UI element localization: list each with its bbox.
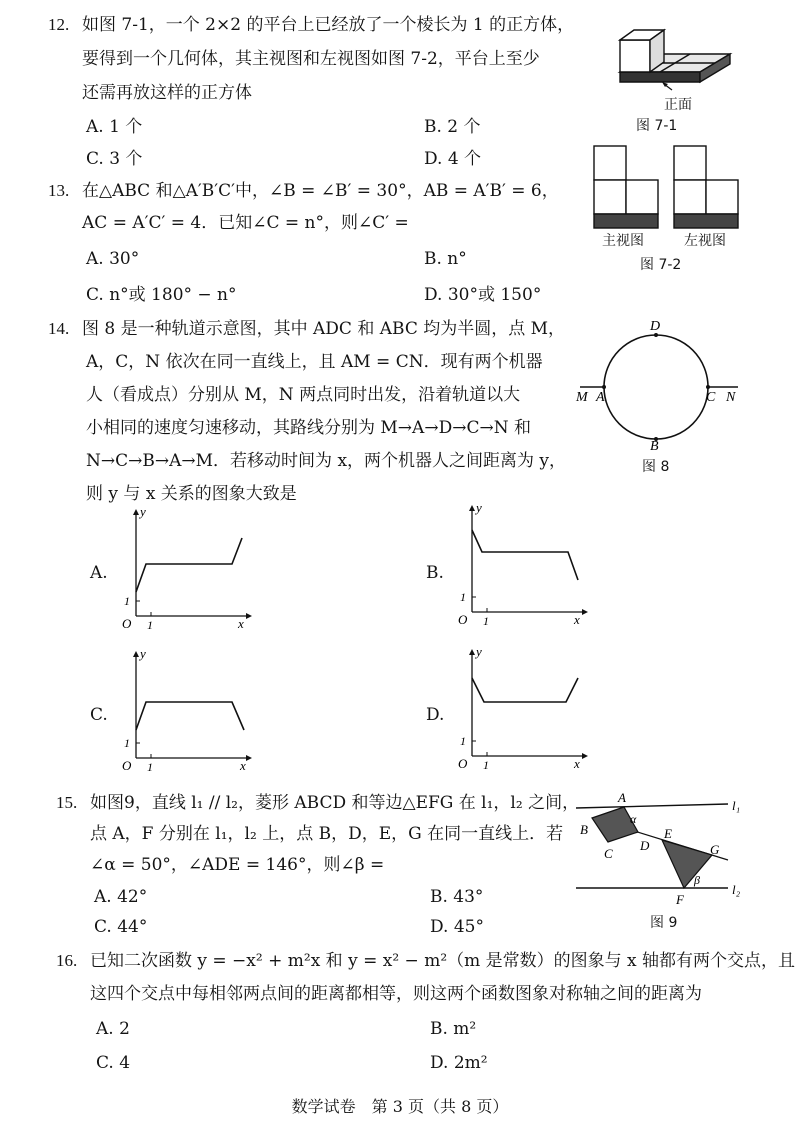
fig9-label-l1: l₁	[732, 798, 741, 813]
fig9-label-l2: l₂	[732, 882, 741, 897]
q13-option-a[interactable]: A. 30°	[86, 249, 140, 269]
fig71-front-label: 正面	[664, 97, 692, 113]
q12-option-b[interactable]: B. 2 个	[424, 117, 481, 137]
graph-b-origin: O	[458, 612, 468, 627]
q12-number: 12.	[48, 15, 70, 34]
q16-number: 16.	[56, 951, 78, 970]
fig9-label-beta: β	[694, 873, 700, 887]
graph-a-letter[interactable]: A.	[90, 563, 108, 583]
fig9-label-alpha: α	[630, 812, 637, 826]
fig8-label-m: M	[576, 390, 588, 405]
fig8-label-n: N	[726, 390, 736, 405]
q15-option-b[interactable]: B. 43°	[430, 887, 484, 907]
graph-d-origin: O	[458, 756, 468, 771]
fig8-label-c: C	[706, 390, 716, 405]
q15-option-c[interactable]: C. 44°	[94, 917, 148, 937]
q14-line-2: A，C，N 依次在同一直线上，且 AM = CN．现有两个机器	[86, 352, 543, 372]
q12-option-c[interactable]: C. 3 个	[86, 149, 143, 169]
graph-a-x-one: 1	[147, 618, 153, 632]
graph-d-y-one: 1	[460, 734, 466, 748]
q16-option-d[interactable]: D. 2m²	[430, 1053, 488, 1073]
q16-option-b[interactable]: B. m²	[430, 1019, 477, 1039]
q14-number: 14.	[48, 319, 70, 338]
fig8-label-d: D	[650, 319, 661, 334]
q13-option-d[interactable]: D. 30°或 150°	[424, 285, 542, 305]
q15-number: 15.	[56, 793, 78, 812]
q12-option-a[interactable]: A. 1 个	[86, 117, 143, 137]
fig72-caption: 图 7-2	[640, 257, 682, 273]
graph-a-y-one: 1	[124, 594, 130, 608]
q14-line-3: 人（看成点）分别从 M，N 两点同时出发，沿着轨道以大	[86, 385, 521, 405]
graph-d	[452, 644, 592, 774]
figure-7-2-main-view	[592, 144, 660, 234]
figure-9	[572, 790, 752, 920]
fig9-label-d: D	[640, 838, 650, 853]
q13-line-2: AC = A′C′ = 4．已知∠C = n°，则∠C′ =	[82, 213, 409, 233]
graph-a-x-label: x	[238, 616, 244, 631]
fig9-label-e: E	[664, 826, 672, 841]
fig72-left-view-label: 左视图	[684, 233, 726, 249]
graph-b-x-one: 1	[483, 614, 489, 628]
graph-d-x-one: 1	[483, 758, 489, 772]
q15-line-2: 点 A，F 分别在 l₁，l₂ 上，点 B，D，E，G 在同一直线上．若	[90, 824, 564, 844]
graph-c-letter[interactable]: C.	[90, 705, 108, 725]
q13-option-c[interactable]: C. n°或 180° − n°	[86, 285, 237, 305]
graph-a	[116, 504, 256, 634]
graph-c-y-one: 1	[124, 736, 130, 750]
q16-option-a[interactable]: A. 2	[96, 1019, 130, 1039]
q15-line-3: ∠α = 50°，∠ADE = 146°，则∠β =	[90, 855, 385, 875]
fig9-label-b: B	[580, 822, 588, 837]
q15-option-d[interactable]: D. 45°	[430, 917, 484, 937]
graph-b-x-label: x	[574, 612, 580, 627]
graph-c-origin: O	[122, 758, 132, 773]
graph-d-x-label: x	[574, 756, 580, 771]
graph-a-origin: O	[122, 616, 132, 631]
q12-option-d[interactable]: D. 4 个	[424, 149, 482, 169]
figure-8	[568, 318, 748, 458]
q14-line-6: 则 y 与 x 关系的图象大致是	[86, 484, 297, 504]
fig8-caption: 图 8	[642, 459, 670, 475]
q15-option-a[interactable]: A. 42°	[94, 887, 148, 907]
fig9-caption: 图 9	[650, 915, 678, 931]
graph-b-y-one: 1	[460, 590, 466, 604]
graph-c-y-label: y	[140, 646, 146, 661]
graph-c-x-label: x	[240, 758, 246, 773]
graph-a-y-label: y	[140, 504, 146, 519]
page-footer: 数学试卷 第 3 页（共 8 页）	[291, 1097, 509, 1116]
q14-line-5: N→C→B→A→M．若移动时间为 x，两个机器人之间距离为 y，	[86, 451, 567, 471]
q13-option-b[interactable]: B. n°	[424, 249, 467, 269]
q14-line-4: 小相同的速度匀速移动，其路线分别为 M→A→D→C→N 和	[86, 418, 531, 438]
fig9-label-g: G	[710, 842, 720, 857]
q12-line-1: 如图 7-1，一个 2×2 的平台上已经放了一个棱长为 1 的正方体，	[82, 15, 575, 35]
graph-d-letter[interactable]: D.	[426, 705, 445, 725]
fig72-main-view-label: 主视图	[602, 233, 644, 249]
q16-option-c[interactable]: C. 4	[96, 1053, 131, 1073]
fig8-label-a: A	[596, 390, 605, 405]
q16-line-1: 已知二次函数 y = −x² + m²x 和 y = x² − m²（m 是常数）的图象与 x 轴都有两个交点，且	[90, 951, 796, 971]
q13-number: 13.	[48, 181, 70, 200]
graph-b-y-label: y	[476, 500, 482, 515]
q14-line-1: 图 8 是一种轨道示意图，其中 ADC 和 ABC 均为半圆，点 M，	[82, 319, 566, 339]
graph-c	[116, 646, 256, 776]
q13-line-1: 在△ABC 和△A′B′C′中，∠B = ∠B′ = 30°，AB = A′B′ = 6，	[82, 181, 559, 201]
graph-b-letter[interactable]: B.	[426, 563, 444, 583]
graph-b	[452, 500, 592, 630]
fig8-label-b: B	[650, 439, 659, 454]
graph-c-x-one: 1	[147, 760, 153, 774]
q15-line-1: 如图9，直线 l₁ // l₂，菱形 ABCD 和等边△EFG 在 l₁，l₂ 之间，	[90, 793, 580, 813]
fig9-label-a: A	[618, 790, 626, 805]
q12-line-2: 要得到一个几何体，其主视图和左视图如图 7-2，平台上至少	[82, 49, 540, 69]
fig9-label-f: F	[676, 892, 684, 907]
fig9-label-c: C	[604, 846, 613, 861]
q16-line-2: 这四个交点中每相邻两点间的距离都相等，则这两个函数图象对称轴之间的距离为	[90, 984, 702, 1004]
q12-line-3: 还需再放这样的正方体	[82, 83, 252, 103]
fig71-caption: 图 7-1	[636, 118, 678, 134]
graph-d-y-label: y	[476, 644, 482, 659]
figure-7-2-left-view	[672, 144, 740, 234]
